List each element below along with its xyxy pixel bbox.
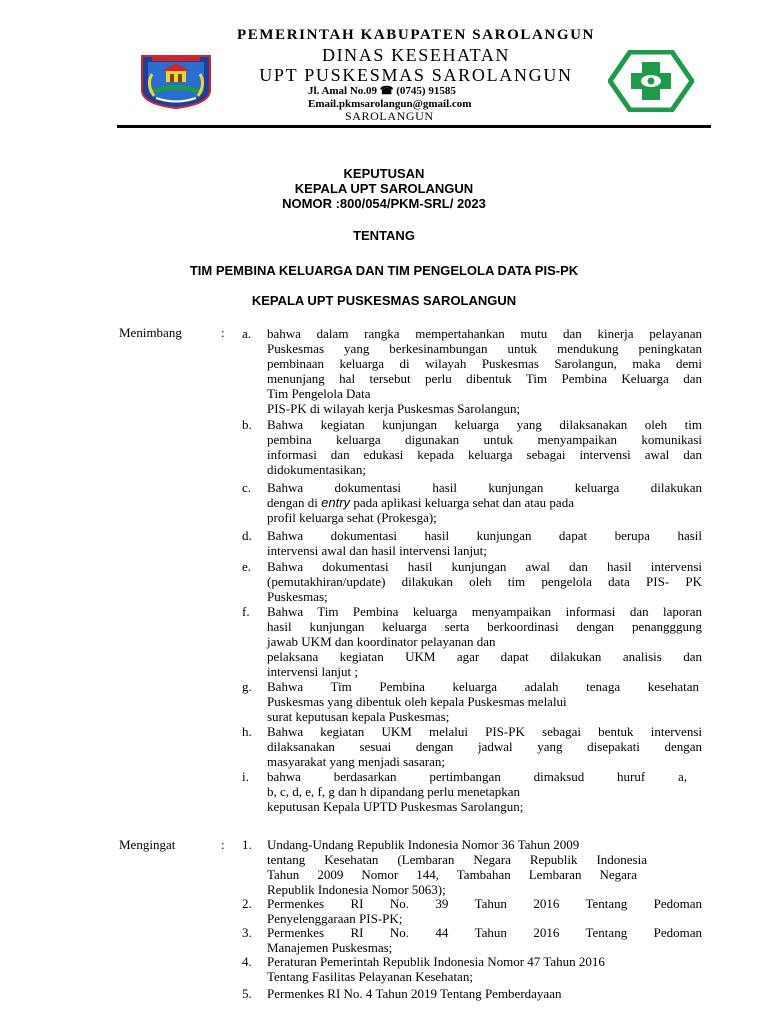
decree-title: KEPUTUSAN bbox=[343, 166, 425, 181]
letterhead-email: Email.pkmsarolangun@gmail.com bbox=[308, 98, 472, 110]
mengingat-item-2 bbox=[242, 896, 702, 926]
item-line: Bahwa Tim Pembina keluarga adalah tenaga kesehatan bbox=[267, 679, 699, 694]
letterhead-divider bbox=[117, 125, 711, 128]
item-line: dengan di entry pada aplikasi keluarga sehat dan atau pada bbox=[267, 495, 574, 510]
item-line: profil keluarga sehat (Prokesga); bbox=[267, 510, 437, 525]
item-line: Peraturan Pemerintah Republik Indonesia Nomor 47 Tahun 2016 bbox=[267, 954, 605, 969]
item-line: Bahwa Tim Pembina keluarga menyampaikan informasi dan laporan bbox=[267, 604, 702, 619]
item-line: tentang Kesehatan (Lembaran Negara Republik Indonesia bbox=[267, 852, 647, 867]
item-line: intervensi awal dan hasil intervensi lanjut; bbox=[267, 543, 487, 558]
item-marker: 1. bbox=[242, 837, 252, 852]
decree-issuer-title: KEPALA UPT SAROLANGUN bbox=[294, 181, 474, 196]
unit-name: UPT PUSKESMAS SAROLANGUN bbox=[259, 65, 573, 85]
item-marker: 3. bbox=[242, 925, 252, 940]
menimbang-item-e bbox=[242, 559, 702, 604]
decree-issuer: KEPALA UPT PUSKESMAS SAROLANGUN bbox=[251, 293, 517, 308]
menimbang-item-g bbox=[242, 679, 702, 724]
mengingat-label: Mengingat bbox=[119, 837, 176, 852]
mengingat-item-4 bbox=[242, 954, 702, 984]
item-marker: f. bbox=[242, 604, 250, 619]
item-line: bahwa berdasarkan pertimbangan dimaksud huruf a, bbox=[267, 769, 687, 784]
item-line: Permenkes RI No. 4 Tahun 2019 Tentang Pemberdayaan bbox=[267, 986, 562, 1001]
item-marker: g. bbox=[242, 679, 252, 694]
mengingat-item-1 bbox=[242, 837, 702, 897]
menimbang-colon: : bbox=[221, 325, 225, 340]
item-line: pembina keluarga digunakan untuk menyampaikan komunikasi bbox=[267, 432, 702, 447]
item-line: Bahwa kegiatan kunjungan keluarga yang dilaksanakan oleh tim bbox=[267, 417, 702, 432]
item-line: Bahwa dokumentasi hasil kunjungan dapat berupa hasil bbox=[267, 528, 702, 543]
item-line: pembinaan keluarga di wilayah Puskesmas Sarolangun, maka demi bbox=[267, 356, 702, 371]
item-line: menunjang hal tersebut perlu dibentuk Tim Pembina Keluarga dan bbox=[267, 371, 702, 386]
agency-name: DINAS KESEHATAN bbox=[321, 45, 511, 65]
letterhead-city: SAROLANGUN bbox=[345, 109, 434, 123]
item-line: Tentang Fasilitas Pelayanan Kesehatan; bbox=[267, 969, 473, 984]
item-marker: 2. bbox=[242, 896, 252, 911]
item-line: surat keputusan kepala Puskesmas; bbox=[267, 709, 450, 724]
menimbang-item-a bbox=[242, 326, 702, 416]
item-marker: i. bbox=[242, 769, 249, 784]
item-line: Bahwa dokumentasi hasil kunjungan keluarga dilakukan bbox=[267, 480, 702, 495]
item-line: Penyelenggaraan PIS-PK; bbox=[267, 911, 403, 926]
item-marker: 5. bbox=[242, 986, 252, 1001]
item-line: Bahwa kegiatan UKM melalui PIS-PK sebagai bentuk intervensi bbox=[267, 724, 702, 739]
item-line: bahwa dalam rangka mempertahankan mutu dan kinerja pelayanan bbox=[267, 326, 702, 341]
letterhead-text bbox=[196, 26, 636, 86]
mengingat-item-5 bbox=[242, 986, 702, 1001]
item-line: Permenkes RI No. 39 Tahun 2016 Tentang Pedoman bbox=[267, 896, 702, 911]
item-marker: e. bbox=[242, 559, 252, 574]
item-line: Puskesmas; bbox=[267, 589, 328, 604]
item-line: dilaksanakan sesuai dengan jadwal yang disepakati dengan bbox=[267, 739, 702, 754]
item-line: hasil kunjungan keluarga serta berkoordinasi dengan penangggung bbox=[267, 619, 702, 634]
item-line: Tim Pengelola Data bbox=[267, 386, 371, 401]
decree-number: NOMOR :800/054/PKM-SRL/ 2023 bbox=[282, 196, 486, 211]
item-line: Puskesmas yang dibentuk oleh kepala Puskesmas melalui bbox=[267, 694, 567, 709]
item-line: Puskesmas yang berkesinambungan untuk mendukung peningkatan bbox=[267, 341, 702, 356]
puskesmas-cross-logo-icon bbox=[608, 50, 694, 112]
item-line: jawab UKM dan koordinator pelayanan dan bbox=[267, 634, 496, 649]
item-line: (pemutakhiran/update) dilakukan oleh tim pengelola data PIS- PK bbox=[267, 574, 702, 589]
item-line: intervensi lanjut ; bbox=[267, 664, 358, 679]
menimbang-item-h bbox=[242, 724, 702, 769]
item-marker: c. bbox=[242, 480, 252, 495]
mengingat-item-3 bbox=[242, 925, 702, 955]
menimbang-label: Menimbang bbox=[119, 325, 182, 340]
item-line: masyarakat yang menjadi sasaran; bbox=[267, 754, 445, 769]
decree-subject: TIM PEMBINA KELUARGA DAN TIM PENGELOLA DATA PIS-PK bbox=[189, 263, 579, 278]
item-marker: 4. bbox=[242, 954, 252, 969]
tentang-heading: TENTANG bbox=[353, 228, 415, 243]
item-line: Permenkes RI No. 44 Tahun 2016 Tentang Pedoman bbox=[267, 925, 702, 940]
item-marker: b. bbox=[242, 417, 252, 432]
item-line: PIS-PK di wilayah kerja Puskesmas Sarolangun; bbox=[267, 401, 521, 416]
item-line: didokumentasikan; bbox=[267, 462, 366, 477]
item-marker: h. bbox=[242, 724, 252, 739]
menimbang-item-i bbox=[242, 769, 702, 814]
menimbang-item-c bbox=[242, 480, 702, 525]
letterhead-address: Jl. Amal No.09 ☎ (0745) 91585 bbox=[308, 85, 456, 97]
item-marker: d. bbox=[242, 528, 252, 543]
item-line: informasi dan edukasi kepada keluarga sebagai intervensi awal dan bbox=[267, 447, 702, 462]
item-line: Tahun 2009 Nomor 144, Tambahan Lembaran Negara bbox=[267, 867, 637, 882]
menimbang-item-f bbox=[242, 604, 702, 679]
item-line: Undang-Undang Republik Indonesia Nomor 36 Tahun 2009 bbox=[267, 837, 580, 852]
government-name: PEMERINTAH KABUPATEN SAROLANGUN bbox=[237, 27, 595, 43]
item-line: Manajemen Puskesmas; bbox=[267, 940, 393, 955]
menimbang-item-d bbox=[242, 528, 702, 558]
mengingat-colon: : bbox=[221, 837, 225, 852]
item-line: b, c, d, e, f, g dan h dipandang perlu menetapkan bbox=[267, 784, 521, 799]
item-line: pelaksana kegiatan UKM agar dapat dilakukan analisis dan bbox=[267, 649, 702, 664]
item-line: Republik Indonesia Nomor 5063); bbox=[267, 882, 446, 897]
item-marker: a. bbox=[242, 326, 252, 341]
item-line: keputusan Kepala UPTD Puskesmas Sarolangun; bbox=[267, 799, 524, 814]
menimbang-item-b bbox=[242, 417, 702, 477]
item-line: Bahwa dokumentasi hasil kunjungan awal dan hasil intervensi bbox=[267, 559, 702, 574]
